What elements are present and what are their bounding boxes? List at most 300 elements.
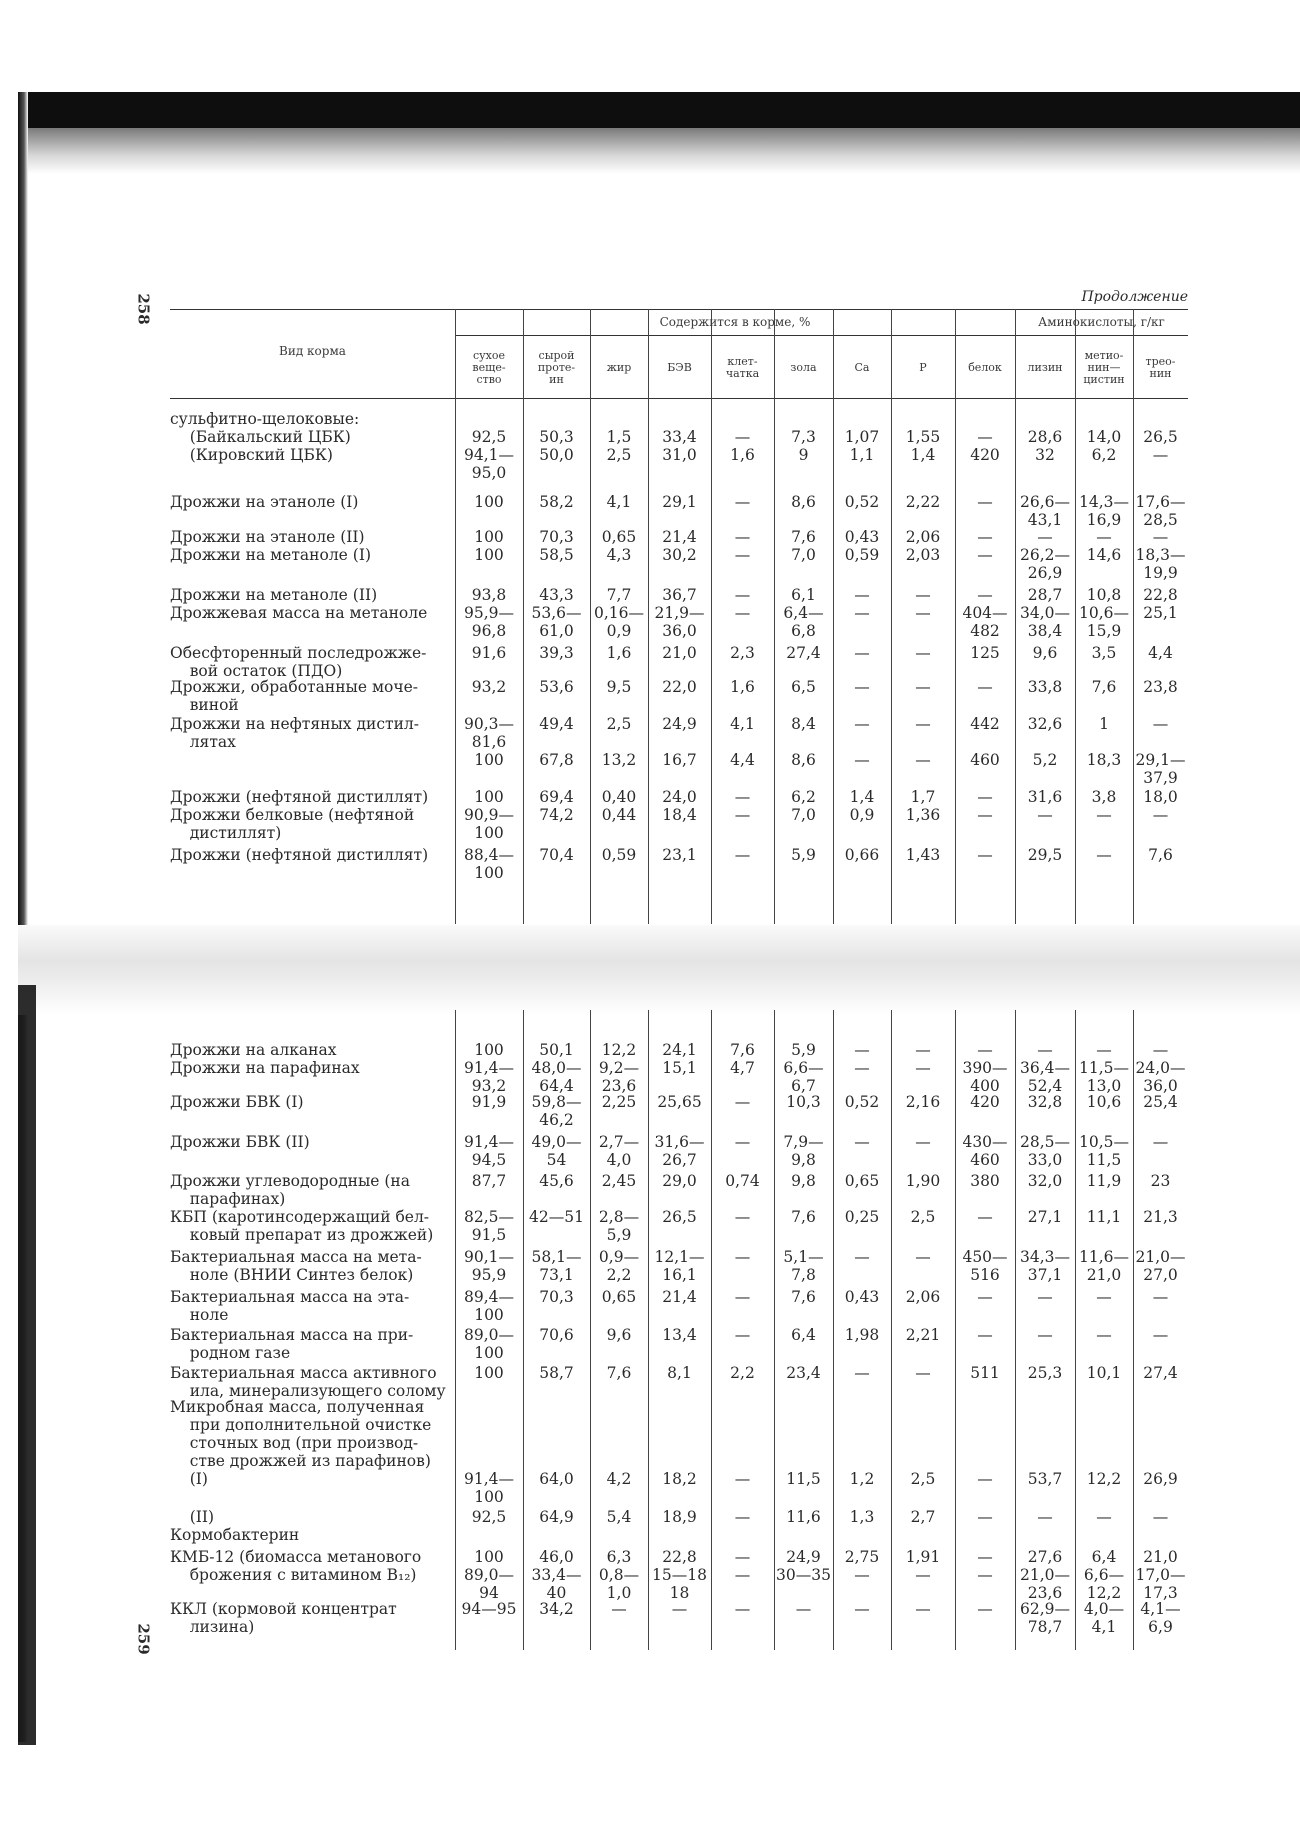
- feed-name: Дрожжи на алканах Дрожжи на парафинах: [170, 1041, 360, 1077]
- cell-dry-matter: 93,2: [471, 678, 507, 696]
- cell-crude-protein: 64,9: [539, 1508, 574, 1526]
- cell-ash: 7,6: [791, 1288, 816, 1306]
- cell-threonine: 21,0— 27,0: [1135, 1248, 1186, 1284]
- cell-nfe: 21,4 30,2: [662, 528, 697, 564]
- cell-fat: 4,2: [606, 1470, 632, 1488]
- cell-methionine-cystine: 11,6— 21,0: [1078, 1248, 1129, 1284]
- cell-fiber: 7,6 4,7: [730, 1041, 755, 1077]
- cell-nfe: 21,0: [662, 644, 697, 662]
- cell-phosphorus: —: [915, 1600, 931, 1618]
- cell-ash: —: [795, 1600, 812, 1618]
- cell-threonine: 25,4: [1143, 1093, 1178, 1111]
- cell-phosphorus: 1,91 —: [905, 1548, 941, 1584]
- cell-protein: 125: [970, 644, 1000, 662]
- cell-ash: 8,4 8,6: [791, 715, 816, 769]
- cell-threonine: 4,1— 6,9: [1140, 1600, 1181, 1636]
- cell-phosphorus: 1,90: [905, 1172, 941, 1190]
- cell-threonine: — 18,3— 19,9: [1135, 528, 1186, 582]
- cell-nfe: 26,5: [662, 1208, 697, 1226]
- cell-dry-matter: 91,4— 94,5: [463, 1133, 514, 1169]
- column-header-phosphorus: P: [919, 361, 927, 374]
- cell-fiber: 0,74: [725, 1172, 760, 1190]
- cell-methionine-cystine: 12,2: [1086, 1470, 1122, 1488]
- cell-fat: 0,9— 2,2: [598, 1248, 640, 1284]
- cell-fiber: 2,3: [730, 644, 755, 662]
- cell-phosphorus: —: [915, 1133, 931, 1151]
- cell-fiber: — 1,6: [730, 428, 755, 464]
- cell-calcium: — —: [854, 1041, 870, 1077]
- cell-fat: 1,6: [606, 644, 632, 662]
- cell-dry-matter: 93,8 95,9— 96,8: [463, 586, 514, 640]
- cell-crude-protein: 49,4 67,8: [539, 715, 574, 769]
- cell-calcium: —: [854, 644, 870, 662]
- feed-name: Дрожжи, обработанные моче- виной: [170, 678, 419, 714]
- cell-fat: 0,40 0,44: [601, 788, 637, 824]
- cell-ash: 6,5: [791, 678, 816, 696]
- cell-fiber: —: [734, 1470, 751, 1488]
- cell-calcium: —: [854, 1364, 870, 1382]
- cell-fat: 0,59: [601, 846, 637, 864]
- cell-lysine: —: [1037, 1508, 1053, 1526]
- cell-calcium: 0,25: [844, 1208, 880, 1226]
- cell-methionine-cystine: 3,5: [1091, 644, 1117, 662]
- group-rule-content: [455, 335, 1015, 336]
- cell-fat: 1,5 2,5: [606, 428, 632, 464]
- cell-nfe: 22,0: [662, 678, 697, 696]
- cell-lysine: 32,8: [1027, 1093, 1063, 1111]
- cell-dry-matter: 92,5 94,1— 95,0: [463, 428, 514, 482]
- cell-fat: 2,8— 5,9: [598, 1208, 640, 1244]
- cell-phosphorus: 2,16: [905, 1093, 941, 1111]
- cell-phosphorus: —: [915, 644, 931, 662]
- cell-methionine-cystine: 14,0 6,2: [1086, 428, 1122, 464]
- cell-protein: 420: [970, 1093, 1000, 1111]
- feed-name: Бактериальная масса активного ила, минерализующего солому: [170, 1364, 446, 1400]
- cell-protein: 430— 460: [962, 1133, 1008, 1169]
- cell-protein: —: [977, 1326, 993, 1344]
- cell-nfe: 36,7 21,9— 36,0: [654, 586, 705, 640]
- cell-calcium: —: [854, 678, 870, 696]
- cell-ash: 7,6: [791, 1208, 816, 1226]
- cell-lysine: 33,8: [1027, 678, 1063, 696]
- cell-methionine-cystine: 1 18,3: [1086, 715, 1122, 769]
- cell-fiber: —: [734, 1248, 751, 1266]
- cell-nfe: 31,6— 26,7: [654, 1133, 705, 1169]
- cell-crude-protein: 64,0: [539, 1470, 574, 1488]
- feed-name: КМБ-12 (биомасса метанового брожения с витамином B₁₂): [170, 1548, 422, 1584]
- cell-fat: 12,2 9,2— 23,6: [598, 1041, 640, 1095]
- page-gutter: [18, 925, 1300, 1015]
- cell-protein: —: [977, 1508, 993, 1526]
- column-header-threonine: трео- нин: [1145, 355, 1176, 380]
- cell-threonine: 17,6— 28,5: [1135, 493, 1186, 529]
- cell-ash: 11,6: [786, 1508, 821, 1526]
- header-bottom-rule: [170, 398, 1188, 399]
- feed-name: (II) Кормобактерин: [170, 1508, 300, 1544]
- cell-calcium: — —: [854, 586, 870, 622]
- cell-nfe: 24,0 18,4: [662, 788, 697, 824]
- cell-methionine-cystine: 10,8 10,6— 15,9: [1078, 586, 1129, 640]
- feed-name: Дрожжи (нефтяной дистиллят): [170, 846, 429, 864]
- cell-ash: 6,4: [791, 1326, 816, 1344]
- cell-calcium: —: [854, 1600, 870, 1618]
- cell-crude-protein: 58,2: [539, 493, 574, 511]
- cell-fat: —: [611, 1600, 627, 1618]
- cell-fiber: 4,1 4,4: [730, 715, 755, 769]
- cell-fat: 9,5: [606, 678, 632, 696]
- cell-phosphorus: —: [915, 1364, 931, 1382]
- cell-crude-protein: 53,6: [539, 678, 574, 696]
- cell-threonine: —: [1152, 1133, 1169, 1151]
- cell-methionine-cystine: 3,8 —: [1091, 788, 1117, 824]
- cell-ash: 8,6: [791, 493, 816, 511]
- cell-fat: 0,65: [601, 1288, 637, 1306]
- cell-fiber: —: [734, 1133, 751, 1151]
- cell-dry-matter: 88,4— 100: [463, 846, 514, 882]
- cell-phosphorus: 1,55 1,4: [905, 428, 941, 464]
- cell-dry-matter: 87,7: [471, 1172, 507, 1190]
- cell-ash: 27,4: [786, 644, 821, 662]
- feed-name: ККЛ (кормовой концентрат лизина): [170, 1600, 397, 1636]
- cell-threonine: 18,0 —: [1143, 788, 1178, 824]
- cell-protein: 450— 516: [962, 1248, 1008, 1284]
- cell-ash: 5,9: [791, 846, 816, 864]
- cell-nfe: 21,4: [662, 1288, 697, 1306]
- cell-lysine: 29,5: [1027, 846, 1063, 864]
- cell-dry-matter: 100 90,9— 100: [463, 788, 514, 842]
- feed-name: Дрожжи на этаноле (II) Дрожжи на метаноле (I): [170, 528, 372, 564]
- cell-fat: 5,4: [606, 1508, 632, 1526]
- cell-protein: — —: [977, 528, 993, 564]
- cell-ash: 5,9 6,6— 6,7: [783, 1041, 824, 1095]
- cell-phosphorus: — —: [915, 715, 931, 769]
- cell-threonine: 27,4: [1143, 1364, 1178, 1382]
- feed-name: Дрожжи на нефтяных дистил- лятах: [170, 715, 419, 751]
- cell-methionine-cystine: —: [1096, 1288, 1112, 1306]
- cell-dry-matter: 90,1— 95,9: [463, 1248, 514, 1284]
- cell-calcium: 1,2: [849, 1470, 875, 1488]
- cell-ash: 7,9— 9,8: [783, 1133, 824, 1169]
- cell-protein: — 390— 400: [962, 1041, 1008, 1095]
- cell-crude-protein: 43,3 53,6— 61,0: [531, 586, 582, 640]
- cell-nfe: 24,9 16,7: [662, 715, 697, 769]
- cell-crude-protein: 42—51: [529, 1208, 584, 1226]
- cell-crude-protein: 70,4: [539, 846, 574, 864]
- cell-fat: 6,3 0,8— 1,0: [598, 1548, 640, 1602]
- group-rule-amino: [1015, 335, 1188, 336]
- cell-lysine: 26,6— 43,1: [1019, 493, 1070, 529]
- cell-nfe: 23,1: [662, 846, 697, 864]
- cell-threonine: —: [1152, 1288, 1169, 1306]
- cell-methionine-cystine: 7,6: [1091, 678, 1117, 696]
- cell-lysine: 27,6 21,0— 23,6: [1019, 1548, 1070, 1602]
- header-group-amino: Аминокислоты, г/кг: [1038, 315, 1165, 329]
- feed-name: Дрожжи на метаноле (II) Дрожжевая масса на метаноле: [170, 586, 428, 622]
- cell-lysine: — 36,4— 52,4: [1019, 1041, 1070, 1095]
- cell-phosphorus: —: [915, 678, 931, 696]
- cell-nfe: 29,1: [662, 493, 697, 511]
- cell-phosphorus: 2,06: [905, 1288, 941, 1306]
- cell-phosphorus: 2,7: [910, 1508, 936, 1526]
- cell-fiber: —: [734, 1326, 751, 1344]
- cell-phosphorus: 2,5: [910, 1208, 936, 1226]
- cell-crude-protein: 69,4 74,2: [539, 788, 574, 824]
- feed-name: сульфитно-щелоковые: (Байкальский ЦБК) (Кировский ЦБК): [170, 410, 360, 464]
- column-header-dry-matter: сухое веще- ство: [472, 349, 506, 386]
- cell-calcium: — —: [854, 715, 870, 769]
- cell-lysine: 28,7 34,0— 38,4: [1019, 586, 1070, 640]
- cell-methionine-cystine: 11,1: [1086, 1208, 1122, 1226]
- cell-methionine-cystine: —: [1096, 1326, 1112, 1344]
- cell-protein: 380: [970, 1172, 1000, 1190]
- cell-dry-matter: 90,3— 81,6 100: [463, 715, 514, 769]
- cell-calcium: 0,52: [844, 1093, 880, 1111]
- cell-crude-protein: 34,2: [539, 1600, 574, 1618]
- cell-fiber: —: [734, 1093, 751, 1111]
- cell-calcium: —: [854, 1248, 870, 1266]
- cell-fiber: —: [734, 1208, 751, 1226]
- page-number-bottom: 259: [134, 1623, 153, 1655]
- cell-calcium: 1,07 1,1: [844, 428, 880, 464]
- cell-crude-protein: 50,3 50,0: [539, 428, 574, 464]
- cell-crude-protein: 70,6: [539, 1326, 574, 1344]
- cell-phosphorus: 2,06 2,03: [905, 528, 941, 564]
- feed-name: Дрожжи на этаноле (I): [170, 493, 359, 511]
- cell-protein: —: [977, 1600, 993, 1618]
- cell-lysine: 31,6 —: [1027, 788, 1063, 824]
- feed-name: Бактериальная масса на мета- ноле (ВНИИ Синтез белок): [170, 1248, 422, 1284]
- cell-methionine-cystine: 14,3— 16,9: [1078, 493, 1129, 529]
- cell-protein: —: [977, 1208, 993, 1226]
- cell-nfe: 12,1— 16,1: [654, 1248, 705, 1284]
- cell-methionine-cystine: 10,6: [1086, 1093, 1122, 1111]
- feed-name: Бактериальная масса на при- родном газе: [170, 1326, 414, 1362]
- cell-dry-matter: 100 89,0— 94: [463, 1548, 514, 1602]
- cell-fat: 9,6: [606, 1326, 632, 1344]
- cell-crude-protein: 59,8— 46,2: [531, 1093, 582, 1129]
- cell-methionine-cystine: 10,5— 11,5: [1078, 1133, 1129, 1169]
- cell-ash: 9,8: [791, 1172, 816, 1190]
- scan-edge-top: [18, 92, 1300, 130]
- cell-methionine-cystine: 4,0— 4,1: [1083, 1600, 1125, 1636]
- cell-methionine-cystine: — 11,5— 13,0: [1078, 1041, 1129, 1095]
- scan-shadow-top: [18, 128, 1300, 174]
- header-feed-type: Вид корма: [279, 344, 346, 358]
- cell-protein: —: [977, 1288, 993, 1306]
- cell-calcium: 1,4 0,9: [849, 788, 875, 824]
- cell-dry-matter: 91,9: [471, 1093, 507, 1111]
- feed-name: Обесфторенный последрожже- вой остаток (ПДО): [170, 644, 427, 680]
- page-number-top: 258: [134, 293, 153, 325]
- column-header-methionine-cystine: метио- нин— цистин: [1083, 349, 1125, 386]
- cell-protein: 442 460: [970, 715, 1000, 769]
- cell-fat: 2,45: [601, 1172, 637, 1190]
- cell-nfe: —: [671, 1600, 688, 1618]
- cell-dry-matter: 89,4— 100: [463, 1288, 514, 1324]
- feed-name: КБП (каротинсодержащий бел- ковый препарат из дрожжей): [170, 1208, 434, 1244]
- cell-phosphorus: 2,22: [905, 493, 941, 511]
- cell-threonine: 23: [1150, 1172, 1171, 1190]
- cell-dry-matter: 100: [474, 1364, 504, 1382]
- cell-threonine: —: [1152, 1508, 1169, 1526]
- cell-ash: 23,4: [786, 1364, 821, 1382]
- cell-methionine-cystine: —: [1096, 846, 1112, 864]
- cell-lysine: — 26,2— 26,9: [1019, 528, 1070, 582]
- cell-methionine-cystine: — 14,6: [1086, 528, 1122, 564]
- cell-fat: 2,5 13,2: [601, 715, 637, 769]
- cell-lysine: 27,1: [1027, 1208, 1063, 1226]
- cell-ash: 6,1 6,4— 6,8: [783, 586, 824, 640]
- cell-crude-protein: 70,3 58,5: [539, 528, 574, 564]
- cell-calcium: 1,3: [849, 1508, 875, 1526]
- column-header-protein: белок: [968, 361, 1002, 374]
- cell-dry-matter: 100: [474, 493, 504, 511]
- cell-threonine: 26,9: [1143, 1470, 1178, 1488]
- cell-phosphorus: 2,5: [910, 1470, 936, 1488]
- cell-crude-protein: 70,3: [539, 1288, 574, 1306]
- cell-fiber: — —: [734, 1548, 751, 1584]
- cell-crude-protein: 46,0 33,4— 40: [531, 1548, 582, 1602]
- cell-phosphorus: — —: [915, 586, 931, 622]
- cell-lysine: 25,3: [1027, 1364, 1063, 1382]
- cell-fiber: — —: [734, 586, 751, 622]
- feed-name: Дрожжи БВК (II): [170, 1133, 310, 1151]
- column-header-nfe: БЭВ: [667, 361, 692, 374]
- cell-lysine: 53,7: [1027, 1470, 1063, 1488]
- cell-ash: 7,3 9: [791, 428, 816, 464]
- cell-crude-protein: 39,3: [539, 644, 574, 662]
- cell-fiber: —: [734, 1600, 751, 1618]
- cell-dry-matter: 82,5— 91,5: [463, 1208, 514, 1244]
- cell-phosphorus: 2,21: [905, 1326, 941, 1344]
- cell-fiber: 1,6: [730, 678, 755, 696]
- cell-protein: —: [977, 1470, 993, 1488]
- cell-protein: — —: [977, 1548, 993, 1584]
- cell-fat: 2,25: [601, 1093, 637, 1111]
- cell-fat: 2,7— 4,0: [598, 1133, 640, 1169]
- cell-calcium: 0,43: [844, 1288, 880, 1306]
- cell-threonine: 22,8 25,1: [1143, 586, 1178, 622]
- cell-crude-protein: 58,1— 73,1: [531, 1248, 582, 1284]
- cell-nfe: 29,0: [662, 1172, 697, 1190]
- cell-lysine: 9,6: [1032, 644, 1058, 662]
- cell-phosphorus: — —: [915, 1041, 931, 1077]
- scan-edge-left-dark: [18, 985, 36, 1745]
- cell-calcium: 0,65: [844, 1172, 880, 1190]
- cell-lysine: 34,3— 37,1: [1019, 1248, 1070, 1284]
- cell-dry-matter: 92,5: [471, 1508, 507, 1526]
- cell-phosphorus: 1,7 1,36: [905, 788, 941, 824]
- cell-threonine: 26,5 —: [1143, 428, 1178, 464]
- cell-dry-matter: 89,0— 100: [463, 1326, 514, 1362]
- feed-name: Бактериальная масса на эта- ноле: [170, 1288, 410, 1324]
- cell-protein: —: [977, 493, 993, 511]
- cell-fiber: 2,2: [730, 1364, 755, 1382]
- cell-dry-matter: 91,4— 100: [463, 1470, 514, 1506]
- cell-methionine-cystine: —: [1096, 1508, 1112, 1526]
- cell-lysine: 32,6 5,2: [1027, 715, 1063, 769]
- cell-fiber: — —: [734, 528, 751, 564]
- cell-fiber: —: [734, 493, 751, 511]
- cell-lysine: 32,0: [1027, 1172, 1063, 1190]
- cell-ash: 6,2 7,0: [791, 788, 816, 824]
- cell-methionine-cystine: 11,9: [1086, 1172, 1122, 1190]
- cell-ash: 10,3: [786, 1093, 821, 1111]
- cell-ash: 24,9 30—35: [776, 1548, 831, 1584]
- cell-threonine: 21,0 17,0— 17,3: [1135, 1548, 1186, 1602]
- feed-name: Микробная масса, полученная при дополнительной очистке сточных вод (при производ- стве дрожжей из парафинов) (I): [170, 1398, 432, 1488]
- cell-protein: — 420: [970, 428, 1000, 464]
- cell-lysine: —: [1037, 1288, 1053, 1306]
- cell-nfe: 24,1 15,1: [662, 1041, 697, 1077]
- cell-nfe: 33,4 31,0: [662, 428, 697, 464]
- cell-threonine: 7,6: [1148, 846, 1173, 864]
- cell-phosphorus: 1,43: [905, 846, 941, 864]
- cell-threonine: 21,3: [1143, 1208, 1178, 1226]
- cell-calcium: 0,66: [844, 846, 880, 864]
- cell-nfe: 13,4: [662, 1326, 697, 1344]
- cell-calcium: 2,75 —: [844, 1548, 880, 1584]
- cell-calcium: 0,43 0,59: [844, 528, 880, 564]
- cell-threonine: 4,4: [1148, 644, 1173, 662]
- cell-ash: 11,5: [786, 1470, 821, 1488]
- cell-lysine: 28,5— 33,0: [1019, 1133, 1070, 1169]
- cell-calcium: —: [854, 1133, 870, 1151]
- cell-methionine-cystine: 6,4 6,6— 12,2: [1083, 1548, 1125, 1602]
- cell-crude-protein: 49,0— 54: [531, 1133, 582, 1169]
- table-top-rule: [170, 309, 1188, 310]
- cell-threonine: — 24,0— 36,0: [1135, 1041, 1186, 1095]
- cell-methionine-cystine: 10,1: [1086, 1364, 1122, 1382]
- cell-calcium: 1,98: [844, 1326, 880, 1344]
- cell-dry-matter: 100 91,4— 93,2: [463, 1041, 514, 1095]
- running-head: Продолжение: [1081, 289, 1188, 305]
- feed-name: Дрожжи углеводородные (на парафинах): [170, 1172, 411, 1208]
- cell-protein: —: [977, 678, 993, 696]
- cell-crude-protein: 45,6: [539, 1172, 574, 1190]
- cell-fiber: —: [734, 1508, 751, 1526]
- cell-nfe: 25,65: [657, 1093, 702, 1111]
- cell-calcium: 0,52: [844, 493, 880, 511]
- cell-threonine: —: [1152, 1326, 1169, 1344]
- cell-phosphorus: —: [915, 1248, 931, 1266]
- column-header-calcium: Ca: [854, 361, 870, 374]
- header-group-content: Содержится в корме, %: [659, 315, 811, 329]
- cell-ash: 5,1— 7,8: [783, 1248, 824, 1284]
- cell-lysine: 28,6 32: [1027, 428, 1063, 464]
- cell-fiber: —: [734, 846, 751, 864]
- cell-protein: — —: [977, 788, 993, 824]
- cell-lysine: 62,9— 78,7: [1019, 1600, 1070, 1636]
- cell-threonine: — 29,1— 37,9: [1135, 715, 1186, 787]
- cell-protein: —: [977, 846, 993, 864]
- cell-fat: 7,6: [606, 1364, 632, 1382]
- cell-crude-protein: 58,7: [539, 1364, 574, 1382]
- cell-nfe: 18,9: [662, 1508, 697, 1526]
- cell-dry-matter: 94—95: [461, 1600, 517, 1618]
- cell-fat: 0,65 4,3: [601, 528, 637, 564]
- column-header-fat: жир: [606, 361, 632, 374]
- cell-fat: 7,7 0,16— 0,9: [593, 586, 644, 640]
- cell-threonine: 23,8: [1143, 678, 1178, 696]
- cell-fiber: —: [734, 1288, 751, 1306]
- cell-nfe: 18,2: [662, 1470, 697, 1488]
- column-header-ash: зола: [790, 361, 817, 374]
- cell-dry-matter: 91,6: [471, 644, 507, 662]
- cell-fat: 4,1: [606, 493, 632, 511]
- cell-crude-protein: 50,1 48,0— 64,4: [531, 1041, 582, 1095]
- cell-lysine: —: [1037, 1326, 1053, 1344]
